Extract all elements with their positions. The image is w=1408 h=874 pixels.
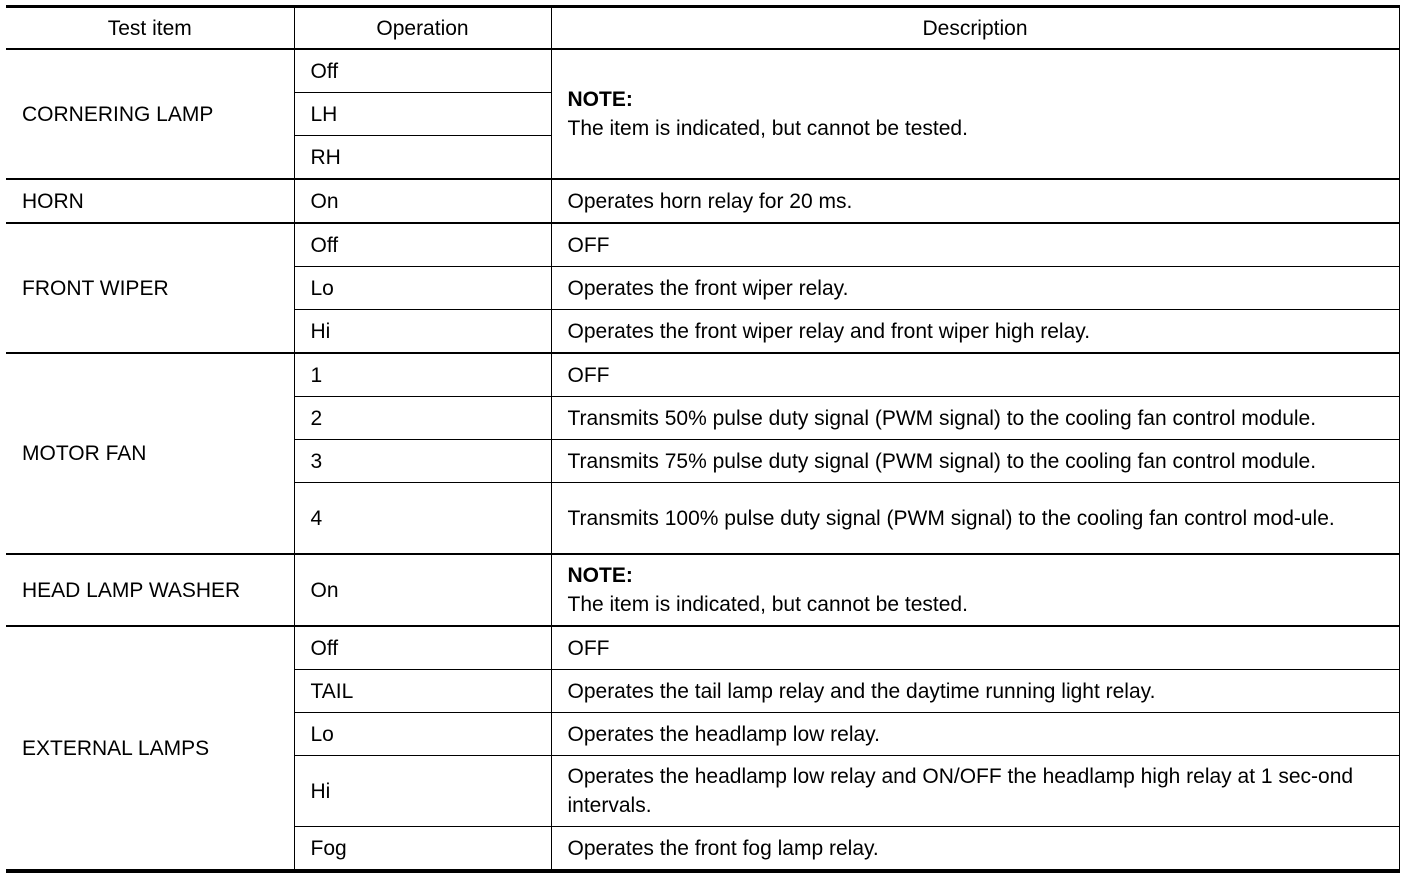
table-row bbox=[6, 554, 1399, 626]
description-cell: Operates the front wiper relay and front wiper high relay. bbox=[551, 310, 1399, 354]
description-cell: Transmits 75% pulse duty signal (PWM signal) to the cooling fan control module. bbox=[551, 440, 1399, 483]
description-note-cell bbox=[551, 554, 1399, 626]
operation-cell: Hi bbox=[294, 310, 551, 354]
test-item-cell: HEAD LAMP WASHER bbox=[6, 554, 294, 626]
test-item-cell: EXTERNAL LAMPS bbox=[6, 626, 294, 871]
description-cell: Operates the headlamp low relay. bbox=[551, 713, 1399, 756]
note-text: The item is indicated, but cannot be tested. bbox=[567, 117, 968, 140]
operation-cell: 4 bbox=[294, 483, 551, 555]
table-row bbox=[6, 49, 1399, 93]
description-cell: Operates the front wiper relay. bbox=[551, 267, 1399, 310]
description-cell: Operates the front fog lamp relay. bbox=[551, 827, 1399, 872]
operation-cell: On bbox=[294, 179, 551, 223]
operation-cell: Lo bbox=[294, 267, 551, 310]
operation-cell: Off bbox=[294, 49, 551, 93]
operation-cell: Hi bbox=[294, 756, 551, 827]
operation-cell: 1 bbox=[294, 353, 551, 397]
note-label: NOTE: bbox=[567, 564, 633, 587]
table-row bbox=[6, 223, 1399, 267]
header-row bbox=[6, 7, 1399, 50]
description-cell: OFF bbox=[551, 626, 1399, 670]
description-cell: Transmits 100% pulse duty signal (PWM signal) to the cooling fan control mod-ule. bbox=[551, 483, 1399, 555]
header-operation: Operation bbox=[294, 7, 551, 50]
operation-cell: 2 bbox=[294, 397, 551, 440]
note-label: NOTE: bbox=[567, 88, 633, 111]
operation-cell: RH bbox=[294, 136, 551, 180]
description-cell: OFF bbox=[551, 353, 1399, 397]
description-cell: Operates horn relay for 20 ms. bbox=[551, 179, 1399, 223]
operation-cell: Fog bbox=[294, 827, 551, 872]
operation-cell: LH bbox=[294, 93, 551, 136]
test-items-table bbox=[6, 5, 1400, 873]
header-description: Description bbox=[551, 7, 1399, 50]
operation-cell: Off bbox=[294, 223, 551, 267]
note-text: The item is indicated, but cannot be tested. bbox=[567, 593, 968, 616]
description-cell: Transmits 50% pulse duty signal (PWM signal) to the cooling fan control module. bbox=[551, 397, 1399, 440]
description-cell: OFF bbox=[551, 223, 1399, 267]
description-note-cell bbox=[551, 49, 1399, 179]
operation-cell: 3 bbox=[294, 440, 551, 483]
table-row bbox=[6, 179, 1399, 223]
operation-cell: Off bbox=[294, 626, 551, 670]
header-test-item: Test item bbox=[6, 7, 294, 50]
table-row bbox=[6, 626, 1399, 670]
operation-cell: Lo bbox=[294, 713, 551, 756]
operation-cell: TAIL bbox=[294, 670, 551, 713]
table-row bbox=[6, 353, 1399, 397]
test-item-cell: HORN bbox=[6, 179, 294, 223]
test-item-cell: FRONT WIPER bbox=[6, 223, 294, 353]
description-cell: Operates the tail lamp relay and the daytime running light relay. bbox=[551, 670, 1399, 713]
description-cell: Operates the headlamp low relay and ON/OFF the headlamp high relay at 1 sec-ond intervals. bbox=[551, 756, 1399, 827]
test-item-cell: MOTOR FAN bbox=[6, 353, 294, 554]
test-item-cell: CORNERING LAMP bbox=[6, 49, 294, 179]
operation-cell: On bbox=[294, 554, 551, 626]
